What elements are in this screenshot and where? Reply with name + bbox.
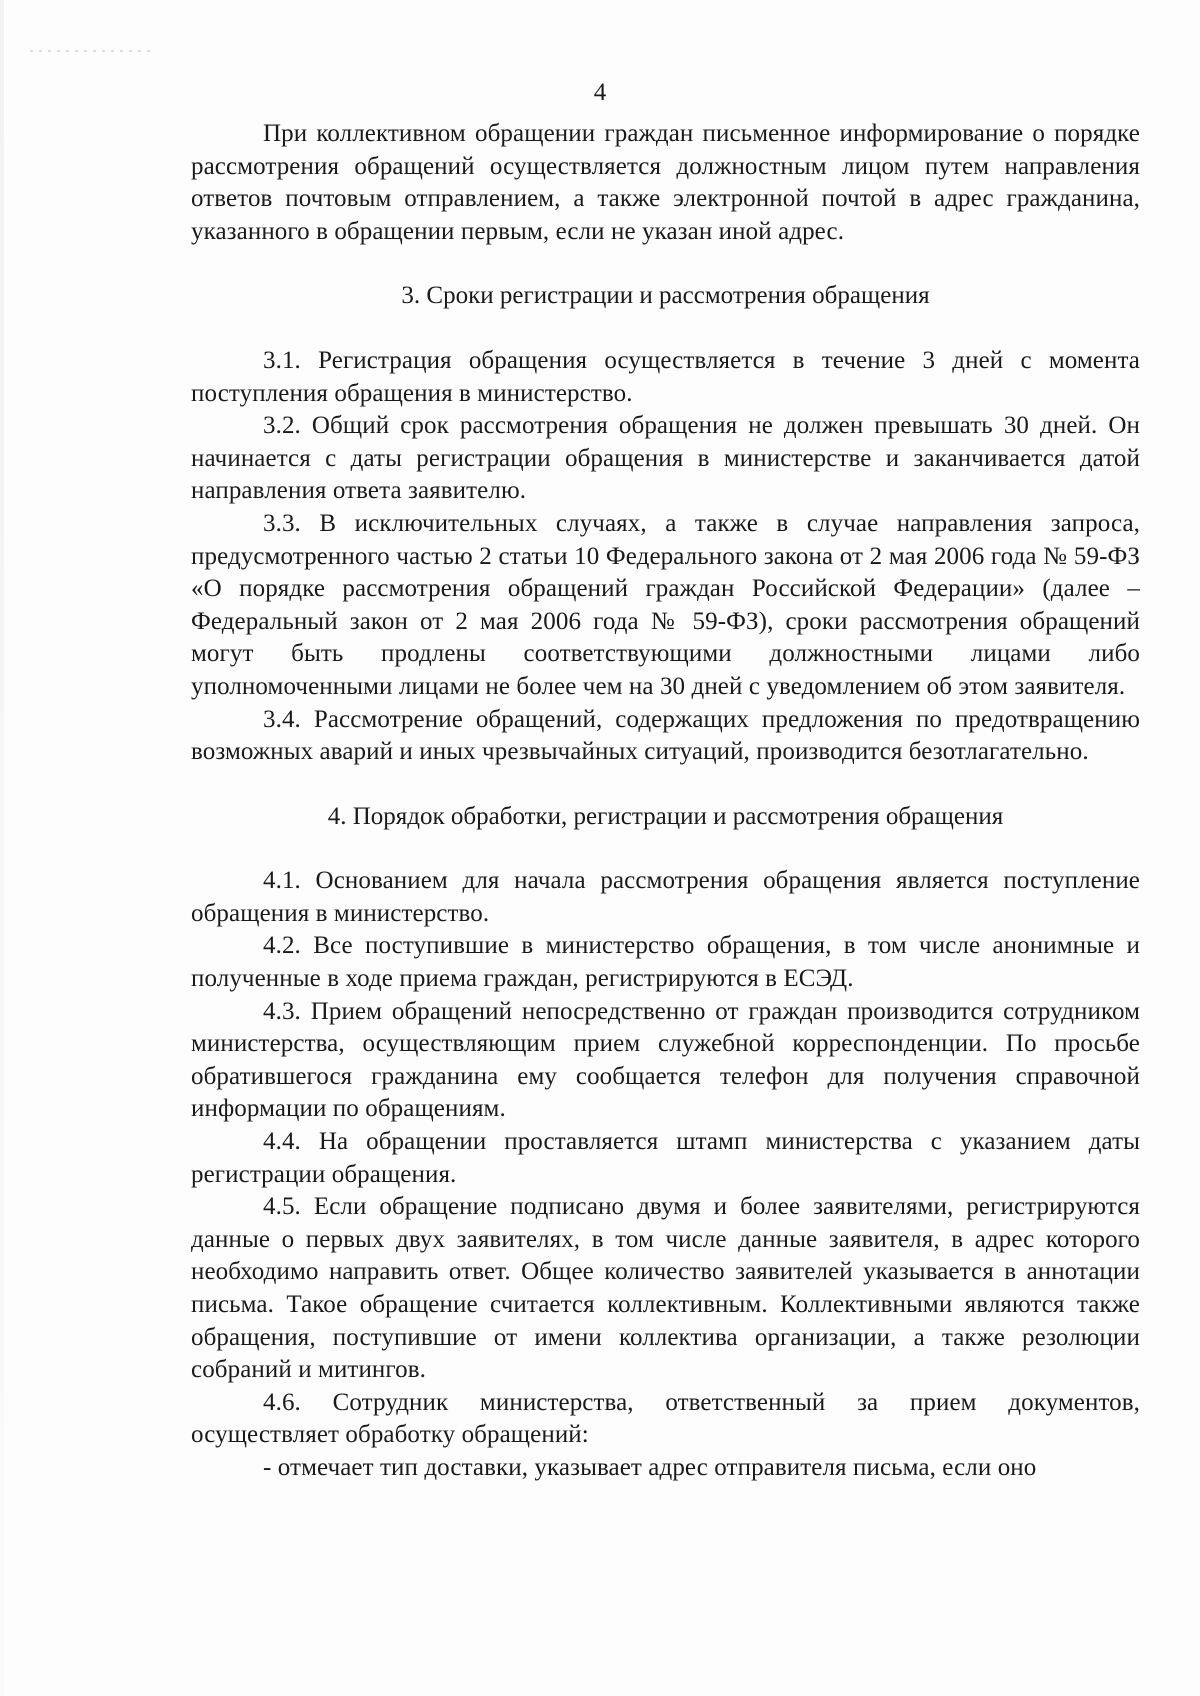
section-heading-4: 4. Порядок обработки, регистрации и рассмотрения обращения [327,802,1004,830]
paragraph-4-1: 4.1. Основанием для начала рассмотрения обращения является поступление обращения в министерство. [191,867,1140,927]
paragraph-4-2: 4.2. Все поступившие в министерство обращения, в том числе анонимные и полученные в ходе приема граждан, регистрируются в ЕСЭД. [191,932,1140,993]
paragraph-4-3: 4.3. Прием обращений непосредственно от граждан производится сотрудником министерства, осуществляющим прием служебной корреспонденции. По просьбе обратившегося гражданина ему сообщается телефон для получения справочной информации по обращениям. [191,997,1140,1123]
list-item-delivery-type: - отмечает тип доставки, указывает адрес отправителя письма, если оно [263,1453,1037,1481]
scan-artifact [30,50,150,52]
section-heading-3: 3. Сроки регистрации и рассмотрения обращения [401,282,930,310]
document-body [191,118,1140,1485]
paragraph-3-1: 3.1. Регистрация обращения осуществляется в течение 3 дней с момента поступления обращения в министерство. [191,346,1140,407]
paragraph-3-3: 3.3. В исключительных случаях, а также в случае направления запроса, предусмотренного частью 2 статьи 10 Федерального закона от 2 мая 2006 года № 59-ФЗ «О порядке рассмотрения обращений граждан Российской Федерации» (далее – Федеральный закон от 2 мая 2006 года № 59-ФЗ), сроки рассмотрения обращений могут быть продлены соответствующими должностными лицами либо уполномоченными лицами не более чем на 30 дней с уведомлением об этом заявителя. [191,509,1140,700]
paragraph-4-6: 4.6. Сотрудник министерства, ответственный за прием документов, осуществляет обработку обращений: [191,1388,1140,1449]
paragraph-4-4: 4.4. На обращении проставляется штамп министерства с указанием даты регистрации обращения. [191,1128,1140,1188]
page-number: 4 [593,79,607,106]
paragraph-3-2: 3.2. Общий срок рассмотрения обращения не должен превышать 30 дней. Он начинается с даты регистрации обращения в министерстве и заканчивается датой направления ответа заявителю. [191,412,1140,505]
scan-edge [0,0,4,1696]
paragraph-collective-appeal: При коллективном обращении граждан письменное информирование о порядке рассмотрения обращений осуществляется должностным лицом путем направления ответов почтовым отправлением, а также электронной почтой в адрес гражданина, указанного в обращении первым, если не указан иной адрес. [191,120,1140,245]
paragraph-3-4: 3.4. Рассмотрение обращений, содержащих предложения по предотвращению возможных аварий и иных чрезвычайных ситуаций, производится безотлагательно. [191,705,1140,766]
paragraph-4-5: 4.5. Если обращение подписано двумя и более заявителями, регистрируются данные о первых двух заявителях, в том числе данные заявителя, в адрес которого необходимо направить ответ. Общее количество заявителей указывается в аннотации письма. Такое обращение считается коллективным. Коллективными являются также обращения, поступившие от имени коллектива организации, а также резолюции собраний и митингов. [191,1193,1140,1384]
